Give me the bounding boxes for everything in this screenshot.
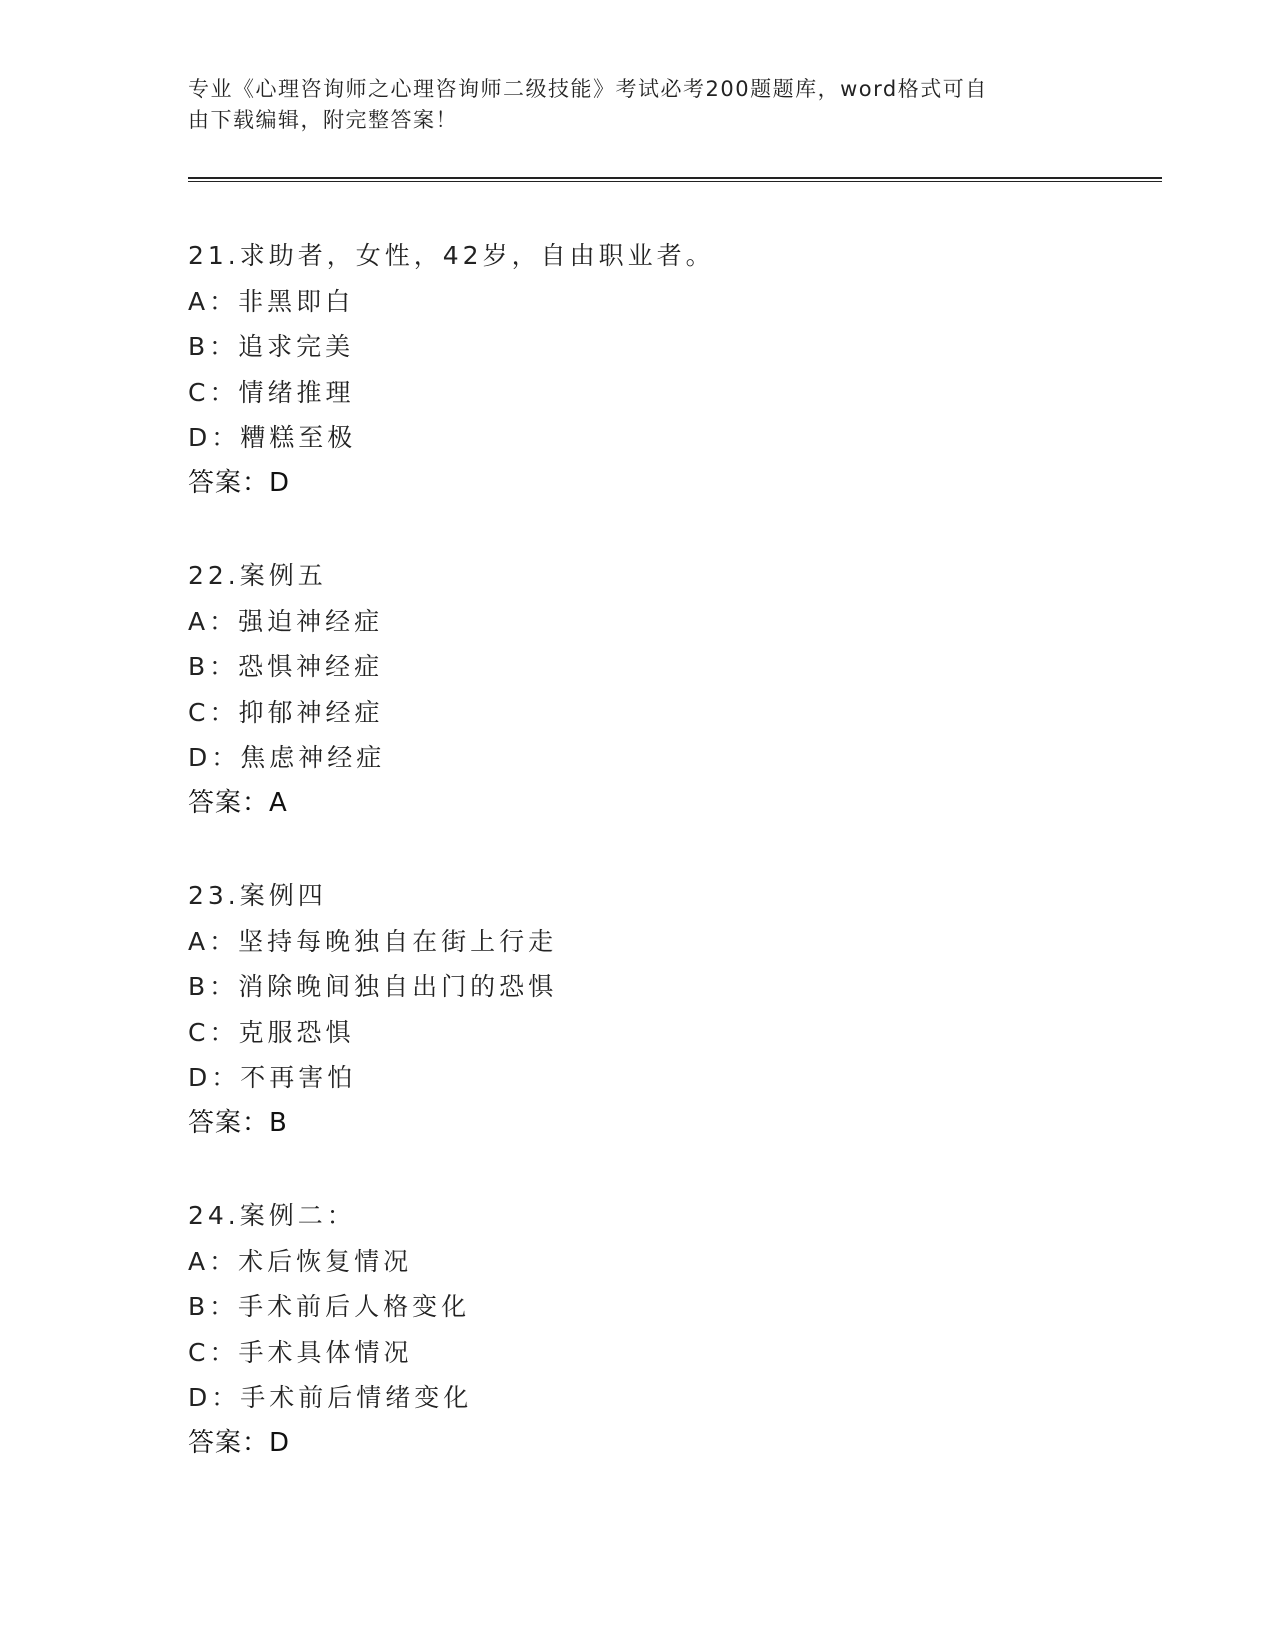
question-24 bbox=[188, 1193, 1088, 1466]
question-stem: 23.案例四 bbox=[188, 881, 327, 910]
option-d: D：焦虑神经症 bbox=[188, 743, 386, 772]
answer: 答案：D bbox=[188, 1427, 291, 1458]
option-b: B：恐惧神经症 bbox=[188, 652, 384, 681]
document-header bbox=[188, 74, 1068, 136]
option-b: B：消除晚间独自出门的恐惧 bbox=[188, 972, 558, 1001]
option-c: C：克服恐惧 bbox=[188, 1017, 355, 1047]
question-stem: 24.案例二： bbox=[188, 1201, 356, 1230]
option-c: C：抑郁神经症 bbox=[188, 697, 384, 727]
option-d: D：糟糕至极 bbox=[188, 423, 357, 452]
option-d: D：手术前后情绪变化 bbox=[188, 1383, 473, 1412]
question-stem: 22.案例五 bbox=[188, 561, 327, 590]
header-line-1: 专业《心理咨询师之心理咨询师二级技能》考试必考200题题库，word格式可自 bbox=[188, 77, 988, 101]
option-b: B：追求完美 bbox=[188, 332, 355, 361]
option-d: D：不再害怕 bbox=[188, 1063, 357, 1092]
option-a: A：术后恢复情况 bbox=[188, 1246, 413, 1276]
answer: 答案：A bbox=[188, 787, 288, 818]
question-22 bbox=[188, 553, 1088, 826]
question-23 bbox=[188, 873, 1088, 1146]
header-line-2: 由下载编辑，附完整答案！ bbox=[188, 108, 458, 132]
option-a: A：坚持每晚独自在街上行走 bbox=[188, 926, 558, 956]
question-stem: 21.求助者，女性，42岁，自由职业者。 bbox=[188, 241, 715, 270]
question-21 bbox=[188, 233, 1088, 506]
question-list bbox=[188, 233, 1088, 1513]
answer: 答案：D bbox=[188, 467, 291, 498]
option-a: A：强迫神经症 bbox=[188, 606, 384, 636]
option-a: A：非黑即白 bbox=[188, 286, 355, 316]
header-divider bbox=[188, 177, 1162, 182]
option-b: B：手术前后人格变化 bbox=[188, 1292, 471, 1321]
option-c: C：手术具体情况 bbox=[188, 1337, 413, 1367]
option-c: C：情绪推理 bbox=[188, 377, 355, 407]
answer: 答案：B bbox=[188, 1107, 288, 1138]
